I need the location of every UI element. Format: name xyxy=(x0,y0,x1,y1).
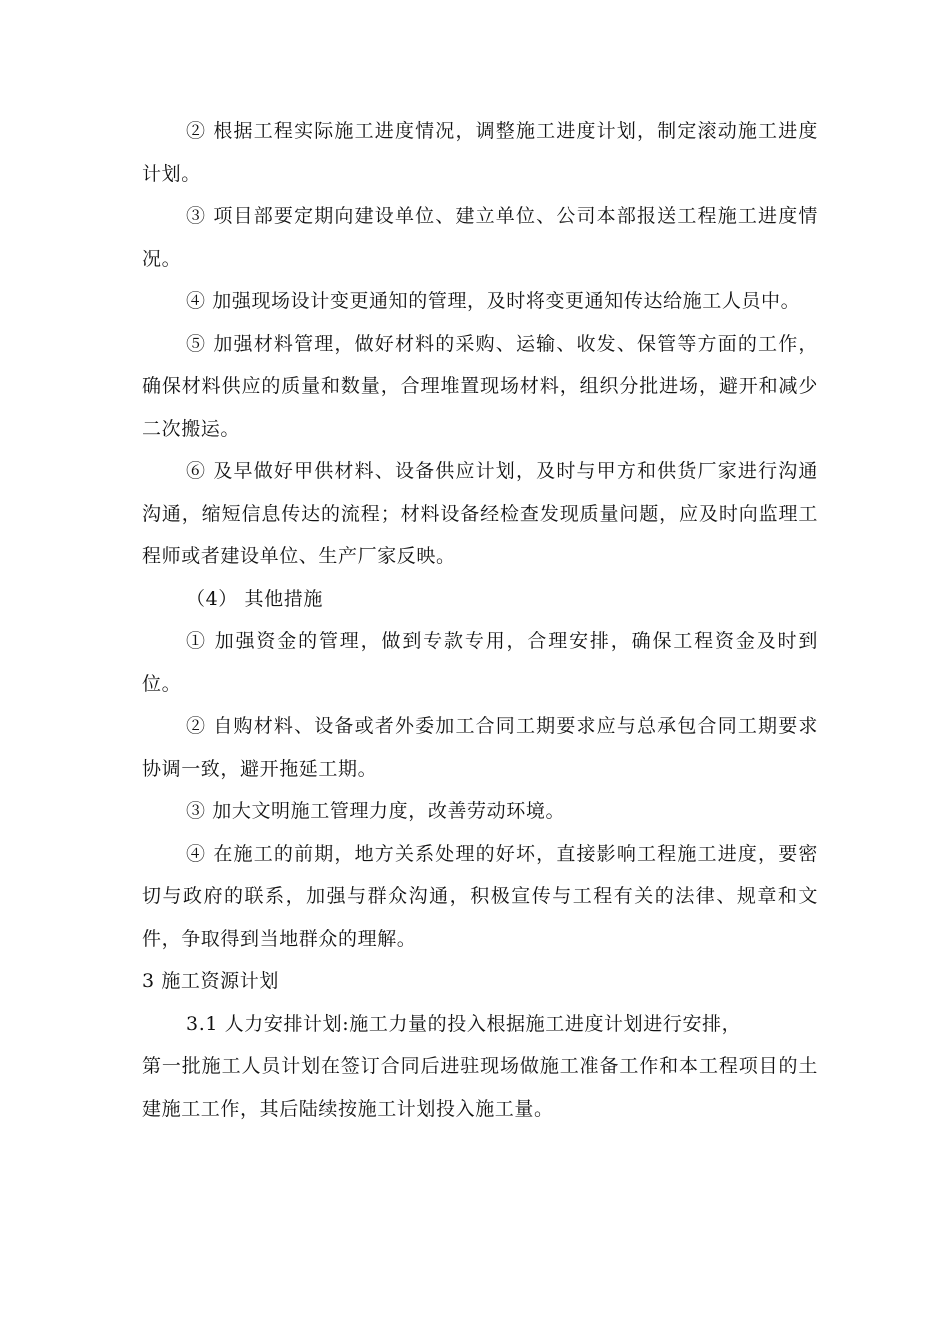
paragraph-funds-management: ① 加强资金的管理，做到专款专用，合理安排，确保工程资金及时到位。 xyxy=(142,630,818,695)
paragraph-local-relations: ④ 在施工的前期，地方关系处理的好坏，直接影响工程施工进度，要密切与政府的联系，加强与群众沟通，积极宣传与工程有关的法律、规章和文件，争取得到当地群众的理解。 xyxy=(142,842,818,950)
paragraph-purchased-materials: ② 自购材料、设备或者外委加工合同工期要求应与总承包合同工期要求协调一致，避开拖延工期。 xyxy=(142,715,818,780)
document-body xyxy=(142,110,818,1130)
paragraph-manpower-plan-intro: 3.1 人力安排计划:施工力量的投入根据施工进度计划进行安排， xyxy=(186,1012,742,1035)
paragraph-progress-report: ③ 项目部要定期向建设单位、建立单位、公司本部报送工程施工进度情况。 xyxy=(142,205,818,270)
other-measures-heading: （4） 其他措施 xyxy=(186,587,323,610)
paragraph-owner-supplied-materials: ⑥ 及早做好甲供材料、设备供应计划，及时与甲方和供货厂家进行沟通沟通，缩短信息传达的流程；材料设备经检查发现质量问题，应及时向监理工程师或者建设单位、生产厂家反映。 xyxy=(142,460,818,567)
paragraph-material-management: ⑤ 加强材料管理，做好材料的采购、运输、收发、保管等方面的工作，确保材料供应的质量和数量，合理堆置现场材料，组织分批进场，避开和减少二次搬运。 xyxy=(142,332,818,440)
paragraph-civilized-construction: ③ 加大文明施工管理力度，改善劳动环境。 xyxy=(186,800,566,822)
section-heading-resource-plan: 3 施工资源计划 xyxy=(142,970,279,992)
paragraph-design-change: ④ 加强现场设计变更通知的管理，及时将变更通知传达给施工人员中。 xyxy=(186,290,801,312)
paragraph-progress-plan: ② 根据工程实际施工进度情况，调整施工进度计划，制定滚动施工进度计划。 xyxy=(142,120,818,185)
paragraph-manpower-plan-body: 第一批施工人员计划在签订合同后进驻现场做施工准备工作和本工程项目的土建施工工作，其后陆续按施工计划投入施工量。 xyxy=(142,1055,818,1120)
